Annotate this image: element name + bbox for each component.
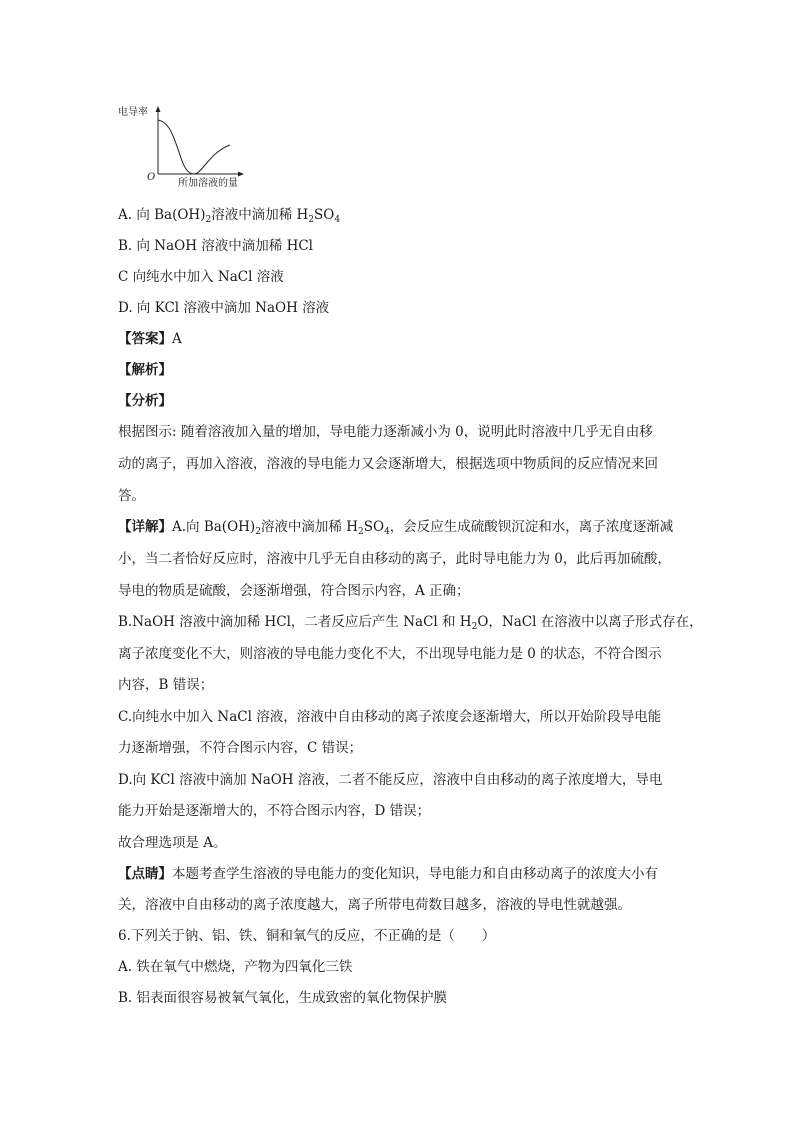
detail-b-line-1: B.NaOH 溶液中滴加稀 HCl，二者反应后产生 NaCl 和 $H_2O$，NaCl 在溶液中以离子形式存在， [118,614,703,632]
fenxi-line-3: 答。 [118,488,145,504]
conductivity-curve [158,120,230,174]
question-6-stem: 6.下列关于钠、铝、铁、铜和氧气的反应，不正确的是（ ） [118,928,496,944]
question-6-option-b: B. 铝表面很容易被氧气氧化，生成致密的氧化物保护膜 [118,990,448,1006]
detail-b-line-3: 内容，B 错误； [118,677,214,693]
detail-conclusion: 故合理选项是 A。 [118,835,227,851]
question-6-option-a: A. 铁在氧气中燃烧，产物为四氧化三铁 [118,959,353,975]
option-b: B. 向 NaOH 溶液中滴加稀 HCl [118,238,313,254]
origin-label: O [147,172,156,183]
option-c: C 向纯水中加入 NaCl 溶液 [118,269,284,285]
detail-b-line-2: 离子浓度变化不大，则溶液的导电能力变化不大，不出现导电能力是 0 的状态，不符合图示 [118,646,662,662]
detail-c-line-2: 力逐渐增强，不符合图示内容，C 错误； [118,740,363,756]
fenxi-line-1: 根据图示: 随着溶液加入量的增加，导电能力逐渐减小为 0，说明此时溶液中几乎无自由移 [118,424,653,440]
answer-line: 【答案】A [118,331,182,347]
conductivity-graph [118,100,258,190]
fenxi-line-2: 动的离子，再加入溶液，溶液的导电能力又会逐渐增大，根据选项中物质间的反应情况来回 [118,456,658,472]
analysis-tag: 【解析】 [118,362,172,378]
detail-c-line-1: C.向纯水中加入 NaCl 溶液，溶液中自由移动的离子浓度会逐渐增大，所以开始阶段导电能 [118,709,662,725]
detail-a-line-2: 小，当二者恰好反应时，溶液中几乎无自由移动的离子，此时导电能力为 0，此后再加硫酸， [118,551,671,567]
x-axis-label: 所加溶液的量 [178,178,238,189]
option-a: A. 向 $Ba(OH)_2$溶液中滴加稀 $H_2SO_4$ [118,207,341,225]
dianjing-line-2: 关，溶液中自由移动的离子浓度越大，离子所带电荷数目越多，溶液的导电性就越强。 [118,897,631,913]
y-axis-arrow [156,106,161,112]
fenxi-tag: 【分析】 [118,393,172,409]
option-d: D. 向 KCl 溶液中滴加 NaOH 溶液 [118,300,330,316]
detail-a-line-3: 导电的物质是硫酸，会逐渐增强，符合图示内容，A 正确； [118,583,470,599]
x-axis-arrow [238,172,244,177]
detail-d-line-2: 能力开始是逐渐增大的，不符合图示内容，D 错误； [118,803,431,819]
y-axis-label: 电导率 [118,107,148,118]
detail-a-line-1: 【详解】A.向 $Ba(OH)_2$溶液中滴加稀 $H_2SO_4$，会反应生成硫酸钡沉淀和水，离子浓度逐渐减 [118,519,674,537]
dianjing-line-1: 【点睛】本题考查学生溶液的导电能力的变化知识，导电能力和自由移动离子的浓度大小有 [118,866,658,882]
detail-d-line-1: D.向 KCl 溶液中滴加 NaOH 溶液，二者不能反应，溶液中自由移动的离子浓度增大，导电 [118,772,663,788]
